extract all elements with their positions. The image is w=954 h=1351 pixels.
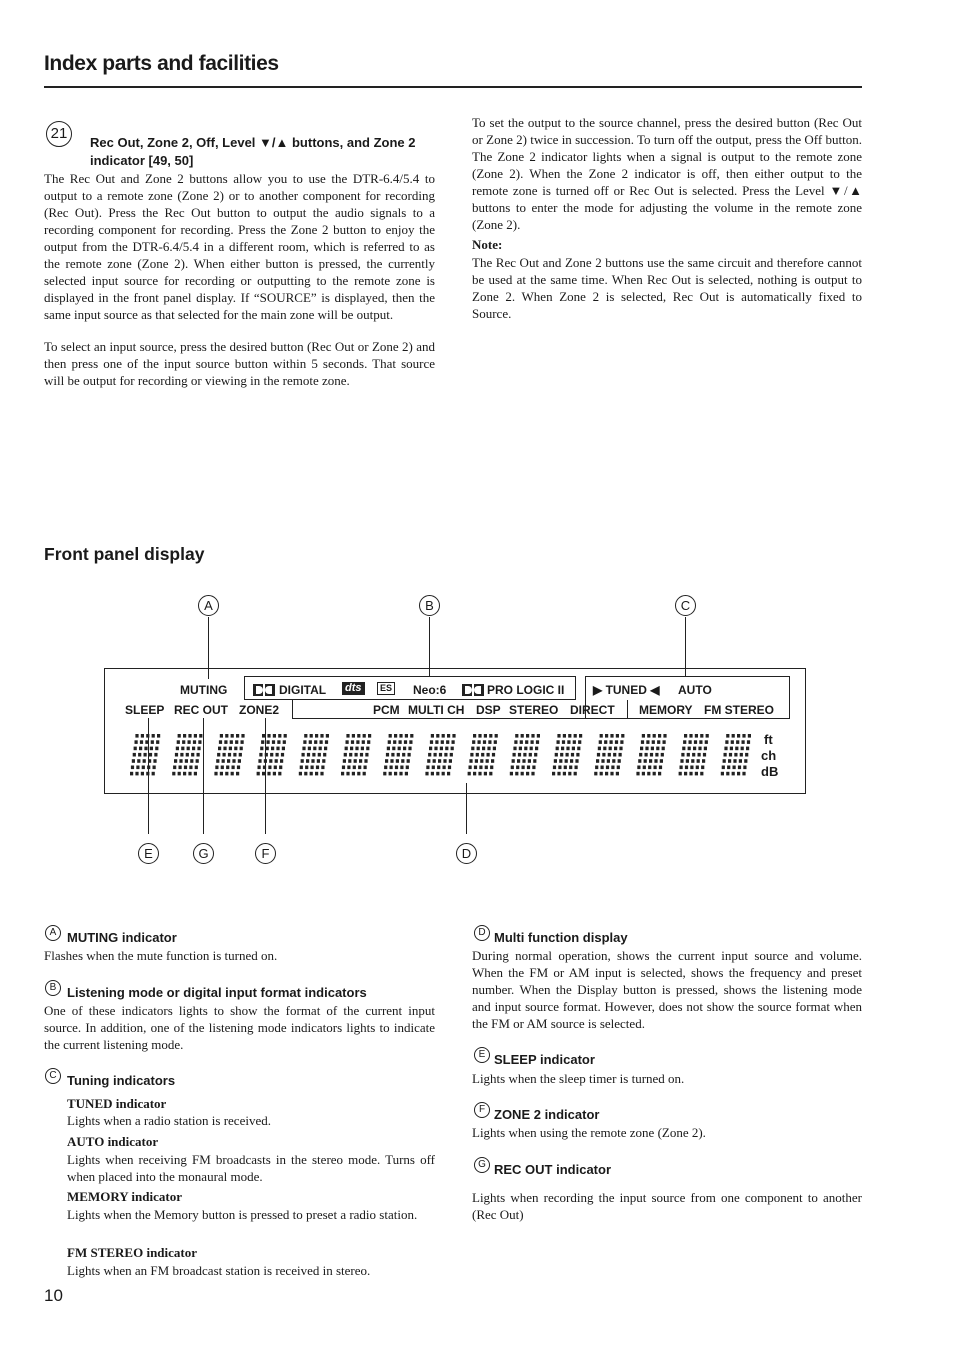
- front-panel-title: Front panel display: [44, 544, 205, 564]
- dot-matrix-cell: [172, 734, 202, 775]
- multi-ch-indicator: MULTI CH: [408, 703, 465, 717]
- callout-c: C: [675, 595, 696, 616]
- desc-g-title: REC OUT indicator: [494, 1162, 612, 1177]
- dot-matrix-cell: [721, 734, 751, 775]
- desc-f-text: Lights when using the remote zone (Zone 2).: [472, 1125, 706, 1140]
- memory-indicator: MEMORY: [639, 703, 693, 717]
- section-left-paragraph-2: To select an input source, press the desired button (Rec Out or Zone 2) and then press one of the input source button within 5 seconds. That source will be output for recording or viewing in the remote zone.: [44, 339, 435, 388]
- desc-c-title: Tuning indicators: [67, 1073, 176, 1088]
- desc-c-fmstereo-title: FM STEREO indicator: [67, 1245, 198, 1260]
- dot-matrix-cell: [468, 734, 498, 775]
- neo6-indicator: Neo:6: [413, 683, 447, 697]
- dot-matrix-cell: [130, 734, 160, 775]
- pro-logic-indicator: PRO LOGIC II: [487, 683, 565, 697]
- callout-e: E: [138, 843, 159, 864]
- digital-indicator: DIGITAL: [279, 683, 327, 697]
- dot-matrix-cell: [425, 734, 455, 775]
- dot-matrix-cell: [383, 734, 413, 775]
- note-label: Note:: [472, 237, 503, 252]
- dot-matrix-cell: [341, 734, 371, 775]
- dolby-prologic-logo: [462, 683, 484, 695]
- dot-matrix-cell: [679, 734, 709, 775]
- desc-c-tuned-title: TUNED indicator: [67, 1096, 167, 1111]
- dot-matrix-cell: [214, 734, 244, 775]
- page-number: 10: [44, 1286, 63, 1305]
- section-left-paragraph-1: The Rec Out and Zone 2 buttons allow you to use the DTR-6.4/5.4 to output to a remote zone (Zone 2) or to another component for recording (Rec Out). Press the Rec Out button to output the audio signals to a recording component for recording. Press the Zone 2 button to enjoy the output from the DTR-6.4/5.4 in a different room, which is referred to as the remote zone (Zone 2). When either button is pressed, the currently selected input source for recording or outputting to the remote zone is displayed in the front panel display. If “SOURCE” is displayed, then the same input source as that selected for the main zone will be output.: [44, 171, 435, 322]
- desc-c-letter: C: [45, 1068, 61, 1084]
- page-title: Index parts and facilities: [44, 52, 279, 75]
- desc-g-text: Lights when recording the input source from one component to another (Rec Out): [472, 1190, 862, 1222]
- dot-matrix-cell: [510, 734, 540, 775]
- leader-line-f: [265, 718, 266, 834]
- stereo-indicator: STEREO: [509, 703, 559, 717]
- leader-line-d: [466, 783, 467, 834]
- dsp-indicator: DSP: [476, 703, 501, 717]
- es-logo: ES: [377, 682, 395, 695]
- rec-out-indicator: REC OUT: [174, 703, 228, 717]
- note-text: The Rec Out and Zone 2 buttons use the same circuit and therefore cannot be used at the same time. When Rec Out is selected, nothing is output to Zone 2. When Zone 2 is selected, Rec Out is automatically fixed to Source.: [472, 255, 862, 321]
- desc-e-text: Lights when the sleep timer is turned on.: [472, 1071, 685, 1086]
- desc-c-auto-title: AUTO indicator: [67, 1134, 159, 1149]
- dot-matrix-cell: [552, 734, 582, 775]
- desc-c-auto-text: Lights when receiving FM broadcasts in the stereo mode. Turns off when placed into the monaural mode.: [67, 1152, 435, 1184]
- section-heading: Rec Out, Zone 2, Off, Level ▼/▲ buttons, and Zone 2 indicator [49, 50]: [90, 135, 416, 168]
- desc-e-letter: E: [474, 1047, 490, 1063]
- dot-matrix-cell: [299, 734, 329, 775]
- desc-c-tuned-text: Lights when a radio station is received.: [67, 1113, 271, 1128]
- desc-f-letter: F: [474, 1102, 490, 1118]
- desc-b-text: One of these indicators lights to show the format of the current input source. In addition, one of the listening mode indicators lights to indicate the current listening mode.: [44, 1003, 435, 1052]
- dot-matrix-display: [126, 732, 756, 783]
- dolby-digital-logo: [253, 683, 275, 695]
- callout-f: F: [255, 843, 276, 864]
- dot-matrix-cell: [257, 734, 287, 775]
- callout-d: D: [456, 843, 477, 864]
- desc-b-letter: B: [45, 980, 61, 996]
- desc-d-text: During normal operation, shows the current input source and volume. When the FM or AM input is selected, shows the frequency and preset number. When the Display button is pressed, shows the listening mode and input source format. However, does not show the source format when the FM or AM source is selected.: [472, 948, 862, 1031]
- header-rule: [44, 86, 862, 88]
- leader-line-g: [203, 718, 204, 834]
- pcm-indicator: PCM: [373, 703, 400, 717]
- callout-g: G: [193, 843, 214, 864]
- leader-line-e: [148, 718, 149, 834]
- muting-indicator: MUTING: [180, 683, 228, 697]
- desc-f-title: ZONE 2 indicator: [494, 1107, 600, 1122]
- callout-a: A: [198, 595, 219, 616]
- desc-d-letter: D: [474, 925, 490, 941]
- unit-db: dB: [761, 764, 779, 779]
- callout-b: B: [419, 595, 440, 616]
- dot-matrix-cell: [594, 734, 624, 775]
- sleep-indicator: SLEEP: [125, 703, 165, 717]
- dts-logo: dts: [342, 682, 365, 695]
- desc-a-letter: A: [45, 925, 61, 941]
- dot-matrix-cell: [636, 734, 666, 775]
- section-number-badge: 21: [46, 121, 72, 147]
- section-right-paragraph: To set the output to the source channel, press the desired button (Rec Out or Zone 2) twice in succession. To turn off the output, press the Off button. The Zone 2 indicator lights when a signal is output to the remote zone (Zone 2). When the Zone 2 indicator is off, then either output to the remote zone is turned off or Rec Out is selected. Press the Level ▼/▲ buttons to enter the mode for adjusting the volume in the remote zone (Zone 2).: [472, 115, 862, 232]
- desc-g-letter: G: [474, 1157, 490, 1173]
- desc-c-memory-title: MEMORY indicator: [67, 1189, 182, 1204]
- desc-c-memory-text: Lights when the Memory button is pressed to preset a radio station.: [67, 1207, 418, 1222]
- unit-ft: ft: [764, 732, 773, 747]
- desc-e-title: SLEEP indicator: [494, 1052, 595, 1067]
- auto-indicator: AUTO: [678, 683, 712, 697]
- tuned-indicator: ▶ TUNED ◀: [593, 683, 660, 697]
- fm-stereo-indicator: FM STEREO: [704, 703, 775, 717]
- desc-a-title: MUTING indicator: [67, 930, 177, 945]
- desc-a-text: Flashes when the mute function is turned on.: [44, 948, 278, 963]
- desc-c-fmstereo-text: Lights when an FM broadcast station is received in stereo.: [67, 1263, 371, 1278]
- unit-ch: ch: [761, 748, 777, 763]
- desc-d-title: Multi function display: [494, 930, 628, 945]
- direct-indicator: DIRECT: [570, 703, 615, 717]
- desc-b-title: Listening mode or digital input format indicators: [67, 985, 367, 1000]
- zone2-indicator: ZONE2: [239, 703, 280, 717]
